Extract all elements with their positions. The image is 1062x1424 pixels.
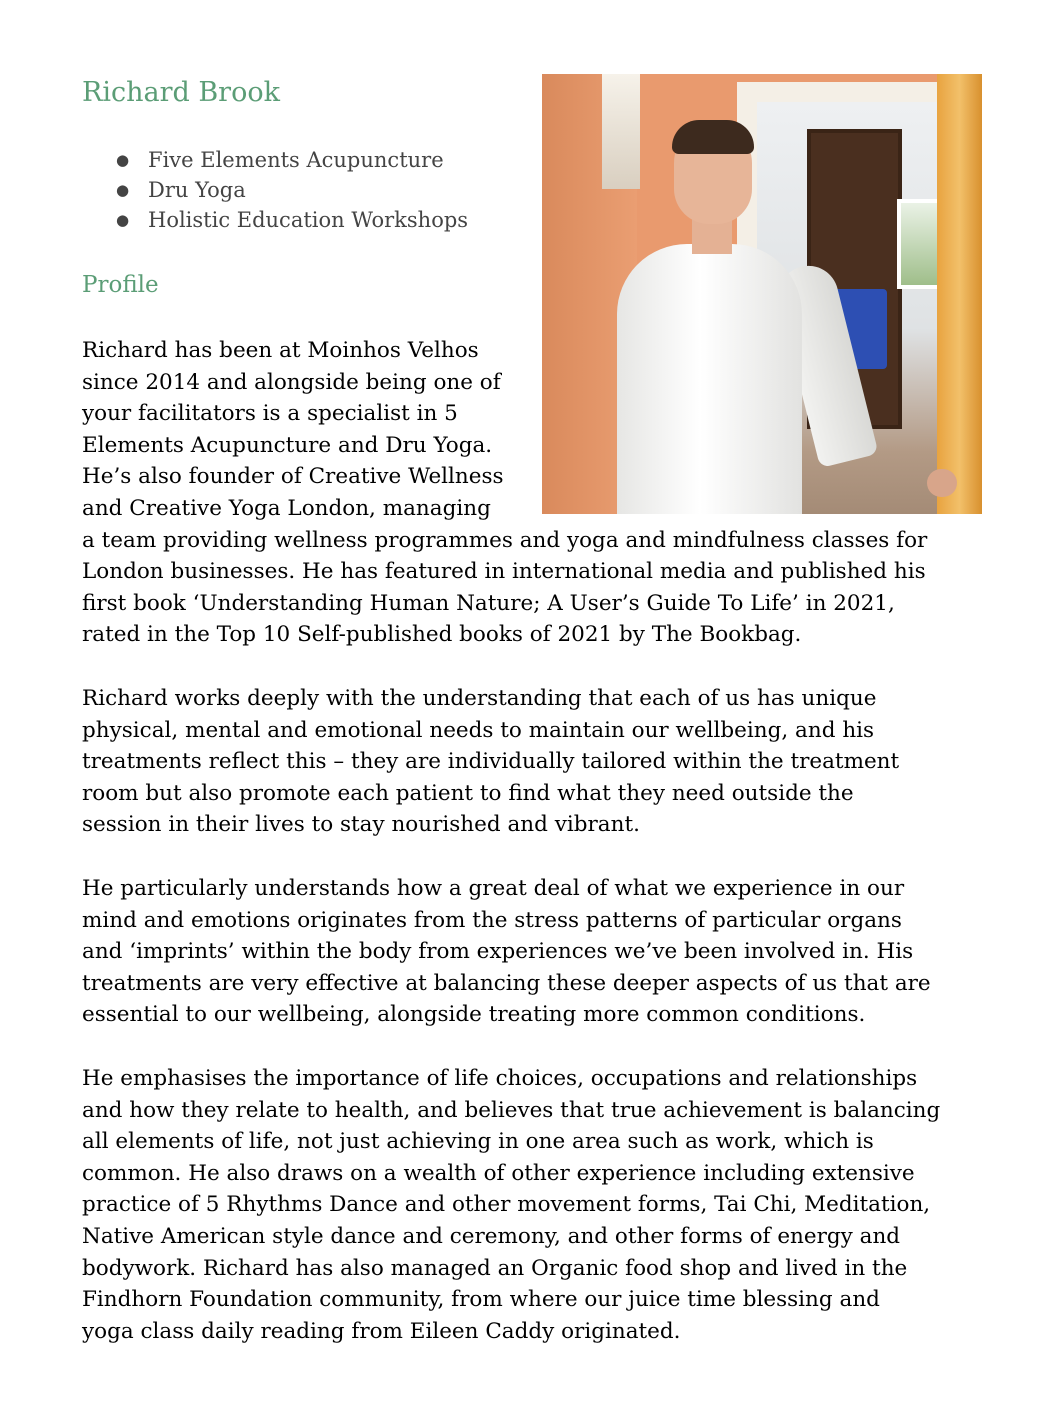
profile-paragraph-3 (82, 873, 931, 1031)
paragraph-line: your facilitators is a specialist in 5 (82, 401, 458, 427)
paragraph-line: and ‘imprints’ within the body from experiences we’ve been involved in. His (82, 939, 914, 965)
paragraph-line: Richard has been at Moinhos Velhos (82, 338, 479, 363)
paragraph-line: and Creative Yoga London, managing (82, 495, 491, 521)
specialty-item: ● Holistic Education Workshops (116, 205, 468, 235)
profile-paragraph-1 (82, 335, 927, 651)
paragraph-line: London businesses. He has featured in international media and published his (82, 559, 926, 585)
paragraph-line: He emphasises the importance of life choices, occupations and relationships (82, 1066, 918, 1091)
paragraph-line: bodywork. Richard has also managed an Organic food shop and lived in the (82, 1255, 908, 1281)
page-title: Richard Brook (82, 77, 280, 108)
paragraph-line: He’s also founder of Creative Wellness (82, 464, 504, 490)
paragraph-line: practice of 5 Rhythms Dance and other movement forms, Tai Chi, Meditation, (82, 1192, 931, 1218)
paragraph-line: session in their lives to stay nourished and vibrant. (82, 812, 640, 838)
paragraph-line: physical, mental and emotional needs to maintain our wellbeing, and his (82, 717, 875, 743)
specialties-list (116, 145, 468, 235)
paragraph-line: all elements of life, not just achieving in one area such as work, which is (82, 1129, 874, 1155)
paragraph-line: first book ‘Understanding Human Nature; A User’s Guide To Life’ in 2021, (82, 590, 895, 616)
specialty-item: ● Five Elements Acupuncture (116, 145, 468, 175)
paragraph-line: Native American style dance and ceremony, and other forms of energy and (82, 1223, 901, 1249)
paragraph-line: treatments reflect this – they are individually tailored within the treatment (82, 749, 900, 775)
paragraph-line: essential to our wellbeing, alongside treating more common conditions. (82, 1002, 866, 1028)
paragraph-line: Richard works deeply with the understanding that each of us has unique (82, 686, 877, 711)
paragraph-line: He particularly understands how a great deal of what we experience in our (82, 876, 905, 901)
paragraph-line: Findhorn Foundation community, from where our juice time blessing and (82, 1287, 880, 1313)
paragraph-line: common. He also draws on a wealth of other experience including extensive (82, 1160, 915, 1186)
profile-paragraph-2 (82, 683, 899, 841)
paragraph-line: mind and emotions originates from the stress patterns of particular organs (82, 907, 902, 933)
paragraph-line: since 2014 and alongside being one of (82, 369, 501, 395)
paragraph-line: Elements Acupuncture and Dru Yoga. (82, 432, 493, 458)
photo-hair (672, 120, 754, 154)
paragraph-line: and how they relate to health, and believes that true achievement is balancing (82, 1097, 941, 1123)
photo-hand (927, 469, 957, 497)
specialty-item: ● Dru Yoga (116, 175, 468, 205)
photo-lampshade (602, 74, 640, 189)
paragraph-line: rated in the Top 10 Self-published books of 2021 by The Bookbag. (82, 622, 802, 648)
profile-heading: Profile (82, 272, 159, 298)
photo-curtain (937, 74, 982, 514)
profile-paragraph-4 (82, 1063, 940, 1347)
paragraph-line: treatments are very effective at balancing these deeper aspects of us that are (82, 970, 931, 996)
paragraph-line: room but also promote each patient to find what they need outside the (82, 780, 854, 806)
paragraph-line: yoga class daily reading from Eileen Caddy originated. (82, 1318, 681, 1344)
paragraph-line: a team providing wellness programmes and yoga and mindfulness classes for (82, 527, 928, 553)
